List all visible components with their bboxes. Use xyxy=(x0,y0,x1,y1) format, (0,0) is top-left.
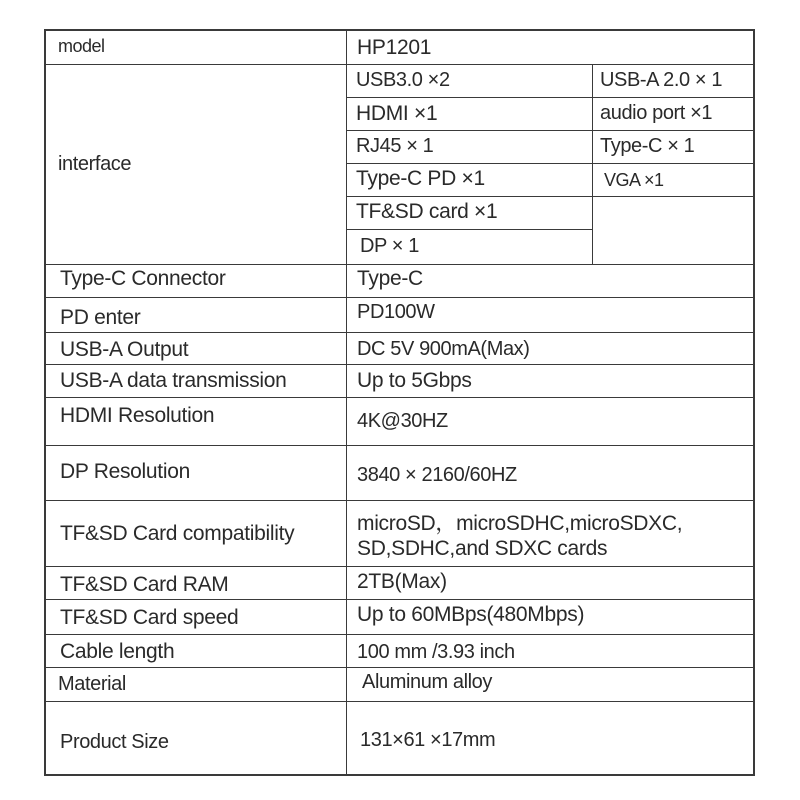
interface-item: Type-C PD ×1 xyxy=(356,167,485,190)
spec-value: 100 mm /3.93 inch xyxy=(357,641,515,663)
interface-sub-divider xyxy=(592,65,593,264)
interface-item: RJ45 × 1 xyxy=(356,135,434,157)
spec-label: Cable length xyxy=(60,640,175,663)
spec-row xyxy=(46,398,753,446)
spec-label: USB-A Output xyxy=(60,338,189,361)
spec-row xyxy=(46,501,753,567)
spec-row xyxy=(46,365,753,398)
spec-label: interface xyxy=(58,153,132,175)
spec-value: 3840 × 2160/60HZ xyxy=(357,464,517,486)
spec-value: 2TB(Max) xyxy=(357,570,447,593)
spec-row xyxy=(46,333,753,365)
spec-row xyxy=(46,702,753,776)
spec-label: Material xyxy=(58,673,126,695)
interface-item: TF&SD card ×1 xyxy=(356,200,498,223)
spec-label: PD enter xyxy=(60,306,141,329)
interface-item: HDMI ×1 xyxy=(356,102,438,125)
spec-label: DP Resolution xyxy=(60,460,190,483)
spec-row xyxy=(46,446,753,501)
spec-label: Type-C Connector xyxy=(60,267,226,290)
interface-grid xyxy=(346,65,753,264)
spec-value: 4K@30HZ xyxy=(357,410,448,432)
spec-row-model xyxy=(46,31,753,65)
interface-item: VGA ×1 xyxy=(604,170,664,190)
interface-item: audio port ×1 xyxy=(600,102,713,124)
interface-item: Type-C × 1 xyxy=(600,135,695,157)
spec-row xyxy=(46,600,753,635)
spec-row xyxy=(46,668,753,702)
spec-value: HP1201 xyxy=(357,36,432,59)
spec-label: TF&SD Card RAM xyxy=(60,573,229,596)
spec-value-line2: SD,SDHC,and SDXC cards xyxy=(357,537,608,560)
spec-value: Up to 5Gbps xyxy=(357,369,472,392)
spec-label: TF&SD Card compatibility xyxy=(60,522,295,545)
spec-row xyxy=(46,265,753,298)
spec-row-interface xyxy=(46,65,753,265)
spec-value: Aluminum alloy xyxy=(362,671,493,693)
spec-value: 131×61 ×17mm xyxy=(360,729,496,751)
interface-item: USB-A 2.0 × 1 xyxy=(600,69,723,91)
spec-value: Type-C xyxy=(357,267,423,290)
spec-label: Product Size xyxy=(60,731,169,753)
spec-row xyxy=(46,635,753,668)
spec-label: TF&SD Card speed xyxy=(60,606,239,629)
spec-value: DC 5V 900mA(Max) xyxy=(357,338,530,360)
interface-item: DP × 1 xyxy=(360,235,419,257)
spec-row xyxy=(46,298,753,333)
spec-value: Up to 60MBps(480Mbps) xyxy=(357,603,585,626)
spec-value: PD100W xyxy=(357,301,435,323)
spec-table xyxy=(44,29,755,776)
spec-label: model xyxy=(58,36,105,56)
spec-row xyxy=(46,567,753,600)
spec-label: USB-A data transmission xyxy=(60,369,287,392)
spec-value-line1: microSD，microSDHC,microSDXC, xyxy=(357,512,683,535)
spec-label: HDMI Resolution xyxy=(60,404,215,427)
interface-item: USB3.0 ×2 xyxy=(356,69,450,91)
